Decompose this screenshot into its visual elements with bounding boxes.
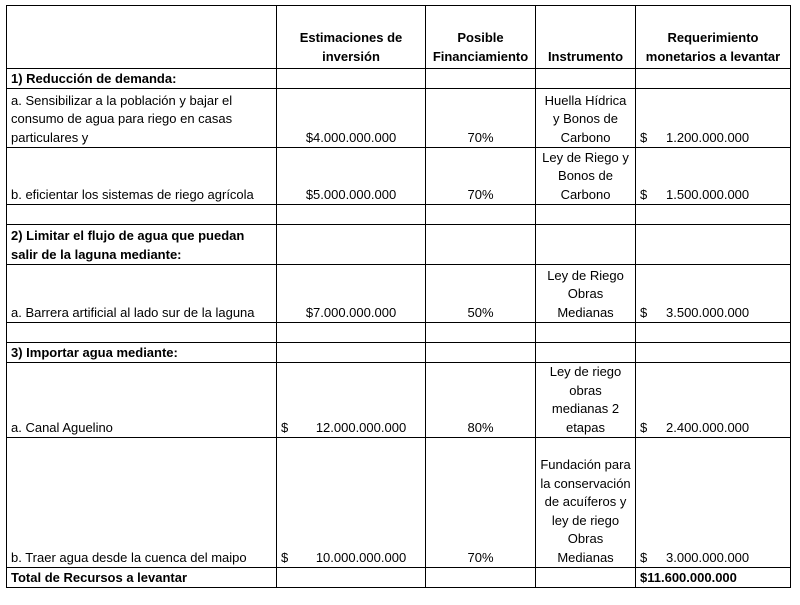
instrumento-cell: Ley de Riego y Bonos de Carbono [536, 148, 636, 205]
estimacion-cell: $4.000.000.000 [277, 89, 426, 148]
instrumento-cell: Ley de Riego Obras Medianas [536, 265, 636, 323]
instrumento-cell: Huella Hídrica y Bonos de Carbono [536, 89, 636, 148]
table-row [7, 148, 791, 205]
header-row [7, 6, 791, 69]
financiamiento-cell: 50% [426, 265, 536, 323]
table-row [7, 89, 791, 148]
requerimiento-cell [636, 89, 791, 148]
estimacion-cell: $7.000.000.000 [277, 265, 426, 323]
section-row [7, 343, 791, 363]
header-estimaciones: Estimaciones de inversión [277, 6, 426, 69]
requerimiento-value: 1.200.000.000 [666, 129, 750, 145]
item-cell: a. Canal Aguelino [7, 363, 277, 438]
currency-symbol: $ [640, 186, 648, 202]
item-cell: a. Barrera artificial al lado sur de la laguna [7, 265, 277, 323]
financiamiento-cell: 80% [426, 363, 536, 438]
currency-symbol: $ [281, 549, 289, 565]
header-financiamiento: Posible Financiamiento [426, 6, 536, 69]
total-row [7, 568, 791, 588]
requerimiento-cell [636, 438, 791, 568]
financiamiento-cell: 70% [426, 148, 536, 205]
currency-symbol: $ [640, 304, 648, 320]
estimacion-value: 10.000.000.000 [315, 549, 407, 565]
resources-table [6, 5, 791, 588]
total-value: $11.600.000.000 [636, 568, 791, 588]
section-row [7, 69, 791, 89]
requerimiento-cell [636, 363, 791, 438]
spacer-row [7, 323, 791, 343]
requerimiento-value: 2.400.000.000 [666, 419, 750, 435]
financiamiento-cell: 70% [426, 438, 536, 568]
section-title: 1) Reducción de demanda: [7, 69, 277, 89]
instrumento-cell: Fundación para la conservación de acuíferos y ley de riego Obras Medianas [536, 438, 636, 568]
currency-symbol: $ [640, 129, 648, 145]
total-label: Total de Recursos a levantar [7, 568, 277, 588]
estimacion-cell [277, 363, 426, 438]
header-requerimiento: Requerimiento monetarios a levantar [636, 6, 791, 69]
currency-symbol: $ [281, 419, 289, 435]
item-cell: b. eficientar los sistemas de riego agrícola [7, 148, 277, 205]
currency-symbol: $ [640, 549, 648, 565]
requerimiento-cell [636, 148, 791, 205]
estimacion-cell: $5.000.000.000 [277, 148, 426, 205]
instrumento-cell: Ley de riego obras medianas 2 etapas [536, 363, 636, 438]
spacer-row [7, 205, 791, 225]
table-row [7, 265, 791, 323]
estimacion-value: 12.000.000.000 [315, 419, 407, 435]
requerimiento-value: 3.500.000.000 [666, 304, 750, 320]
section-row [7, 225, 791, 265]
section-title: 3) Importar agua mediante: [7, 343, 277, 363]
financiamiento-cell: 70% [426, 89, 536, 148]
table-row [7, 438, 791, 568]
table-row [7, 363, 791, 438]
currency-symbol: $ [640, 419, 648, 435]
section-title: 2) Limitar el flujo de agua que puedan salir de la laguna mediante: [7, 225, 277, 265]
header-item [7, 6, 277, 69]
estimacion-cell [277, 438, 426, 568]
header-instrumento: Instrumento [536, 6, 636, 69]
requerimiento-value: 3.000.000.000 [666, 549, 750, 565]
item-cell: a. Sensibilizar a la población y bajar el consumo de agua para riego en casas particulares y [7, 89, 277, 148]
requerimiento-value: 1.500.000.000 [666, 186, 750, 202]
item-cell: b. Traer agua desde la cuenca del maipo [7, 438, 277, 568]
requerimiento-cell [636, 265, 791, 323]
